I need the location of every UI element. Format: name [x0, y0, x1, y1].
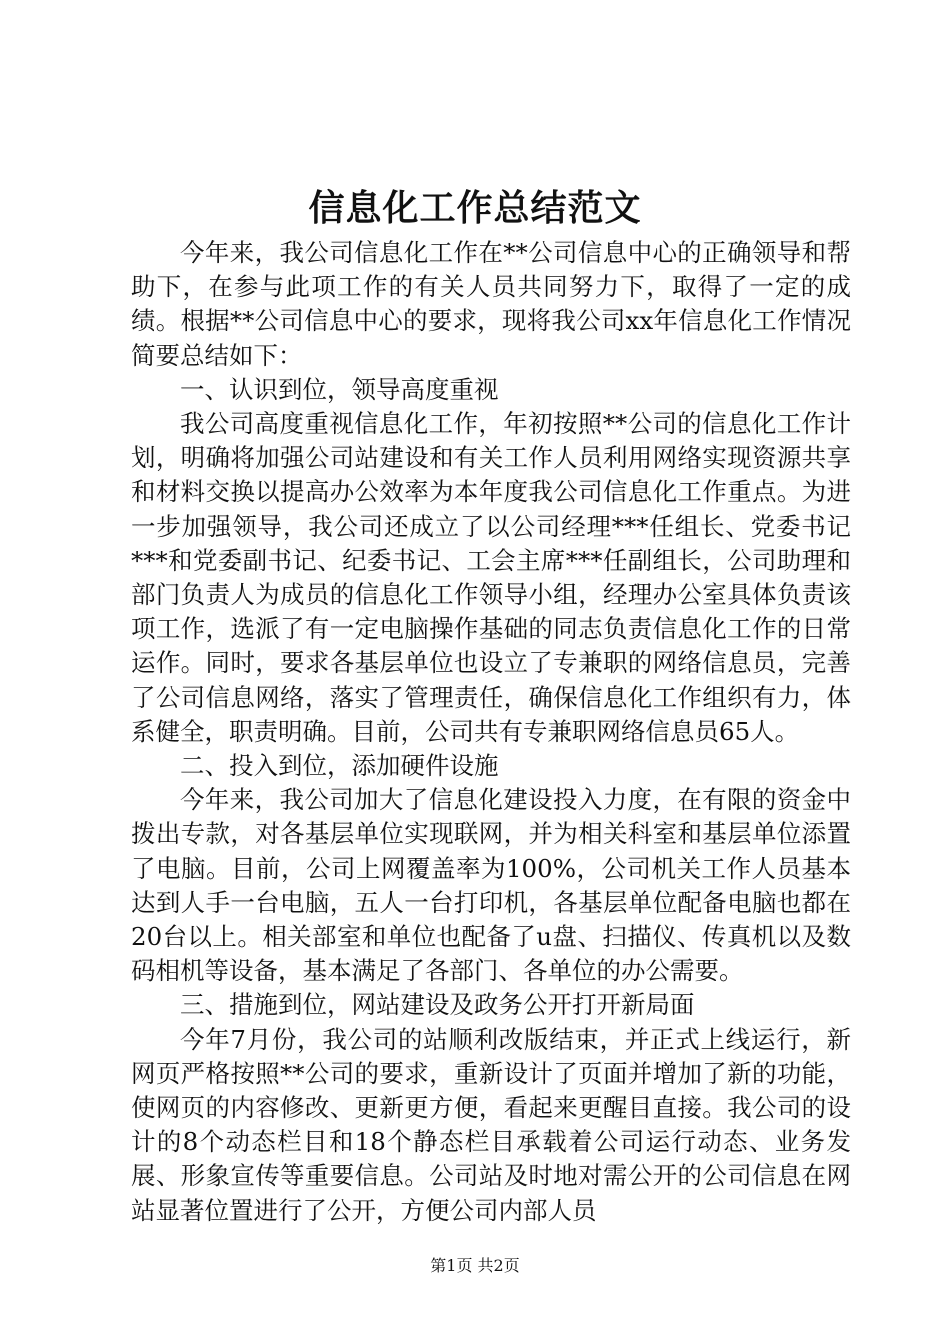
- paragraph-intro: 今年来，我公司信息化工作在**公司信息中心的正确领导和帮助下，在参与此项工作的有关人员共同努力下，取得了一定的成绩。根据**公司信息中心的要求，现将我公司xx年信息化工作情况简要总结如下：: [131, 238, 851, 370]
- page-footer: 第1页 共2页: [430, 1256, 520, 1275]
- section-heading-3: 三、措施到位，网站建设及政务公开打开新局面: [180, 990, 695, 1020]
- section-heading-1: 一、认识到位，领导高度重视: [180, 374, 499, 404]
- document-body: [131, 236, 851, 1228]
- document-title: 信息化工作总结范文: [308, 187, 642, 229]
- paragraph-section-2: 今年来，我公司加大了信息化建设投入力度，在有限的资金中拨出专款，对各基层单位实现联网，并为相关科室和基层单位添置了电脑。目前，公司上网覆盖率为100%，公司机关工作人员基本达到人手一台电脑，五人一台打印机，各基层单位配备电脑也都在20台以上。相关部室和单位也配备了u盘、扫描仪、传真机以及数码相机等设备，基本满足了各部门、各单位的办公需要。: [131, 785, 851, 986]
- paragraph-section-3: 今年7月份，我公司的站顺利改版结束，并正式上线运行，新网页严格按照**公司的要求，重新设计了页面并增加了新的功能，使网页的内容修改、更新更方便，看起来更醒目直接。我公司的设计的8个动态栏目和18个静态栏目承载着公司运行动态、业务发展、形象宣传等重要信息。公司站及时地对需公开的公司信息在网站显著位置进行了公开，方便公司内部人员: [131, 1024, 851, 1225]
- section-heading-2: 二、投入到位，添加硬件设施: [180, 751, 499, 781]
- paragraph-section-1: 我公司高度重视信息化工作，年初按照**公司的信息化工作计划，明确将加强公司站建设和有关工作人员利用网络实现资源共享和材料交换以提高办公效率为本年度我公司信息化工作重点。为进一步加强领导，我公司还成立了以公司经理***任组长、党委书记***和党委副书记、纪委书记、工会主席***任副组长，公司助理和部门负责人为成员的信息化工作领导小组，经理办公室具体负责该项工作，选派了有一定电脑操作基础的同志负责信息化工作的日常运作。同时，要求各基层单位也设立了专兼职的网络信息员，完善了公司信息网络，落实了管理责任，确保信息化工作组织有力，体系健全，职责明确。目前，公司共有专兼职网络信息员65人。: [131, 409, 851, 746]
